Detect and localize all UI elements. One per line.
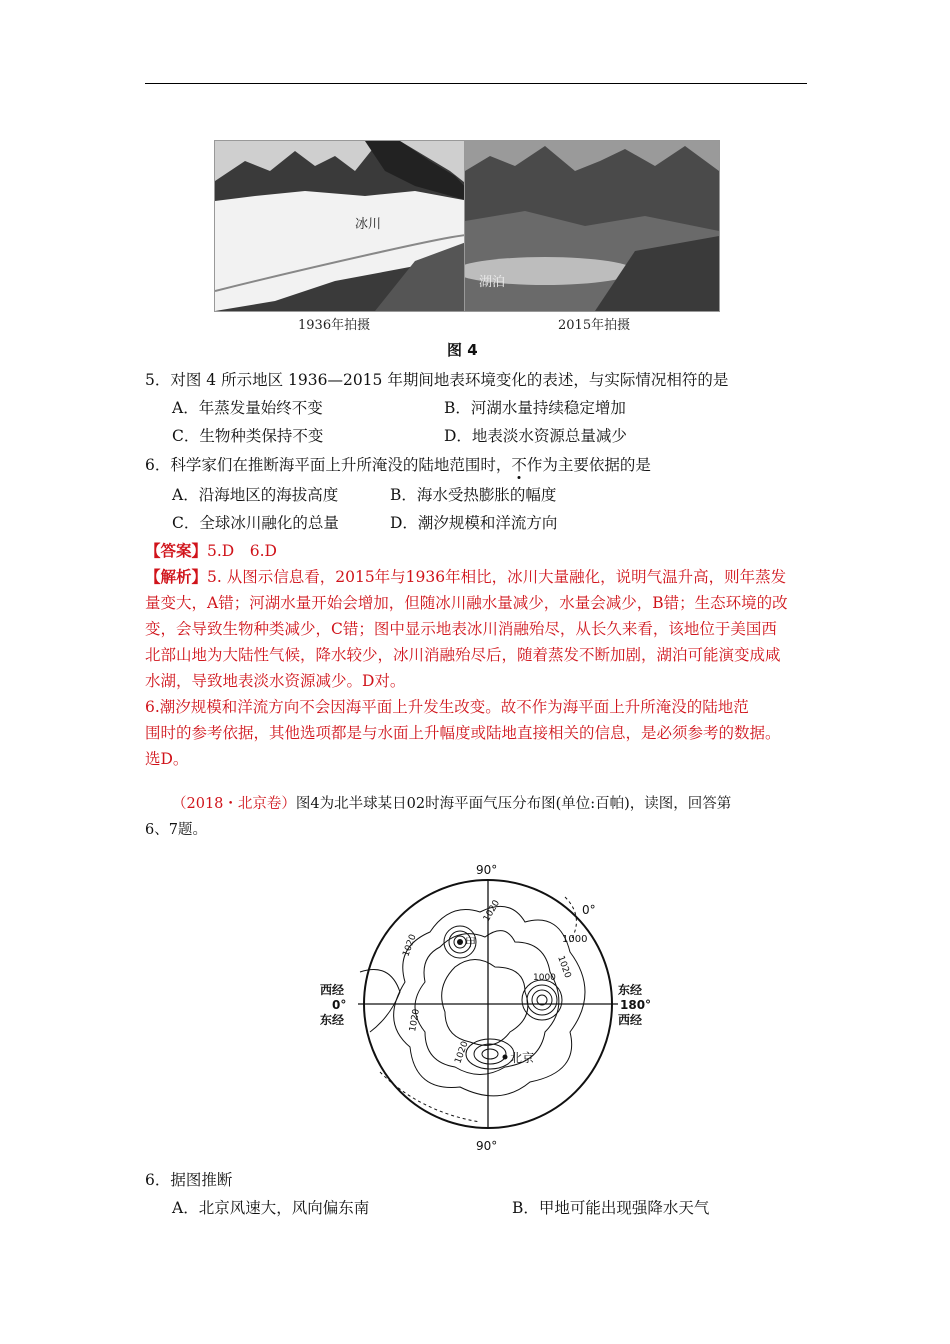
analysis-line-5: 水湖，导致地表淡水资源减少。D对。 bbox=[145, 672, 406, 690]
q6b-option-a: A．北京风速大，风向偏东南 bbox=[172, 1199, 370, 1217]
figure-title: 图 4 bbox=[447, 341, 478, 359]
label-top-90: 90° bbox=[476, 863, 498, 877]
label-right-mid: 180° bbox=[620, 998, 652, 1012]
label-jia: 甲 bbox=[465, 936, 476, 949]
analysis-text-1: 5. 从图示信息看，2015年与1936年相比，冰川大量融化，说明气温升高，则年蒸发 bbox=[207, 568, 787, 586]
isobar-1020-a: 1020 bbox=[481, 898, 503, 924]
pressure-map bbox=[300, 842, 660, 1162]
intro-text-1: 图4为北半球某日02时海平面气压分布图(单位:百帕)，读图，回答第 bbox=[295, 796, 732, 812]
label-right-bot: 西经 bbox=[618, 1013, 643, 1027]
analysis-line-2: 量变大，A错；河湖水量开始会增加，但随冰川融水量减少，水量会减少，B错；生态环境的改 bbox=[145, 594, 788, 612]
q6-stem-post: 作为主要依据的是 bbox=[526, 456, 651, 474]
label-zero: 0° bbox=[582, 903, 596, 917]
q5-option-c: C．生物种类保持不变 bbox=[172, 427, 324, 445]
glacier-photo-image bbox=[215, 141, 469, 311]
intro-line-2: 6、7题。 bbox=[145, 822, 207, 838]
isobar-1020-d: 1020 bbox=[408, 1008, 422, 1033]
caption-2015: 2015年拍摄 bbox=[558, 318, 631, 333]
photo-1936-glacier bbox=[214, 140, 470, 312]
q5-stem: 5．对图 4 所示地区 1936—2015 年期间地表环境变化的表述，与实际情况相符的是 bbox=[145, 371, 729, 389]
analysis-line-1 bbox=[145, 565, 786, 587]
analysis-line-7: 围时的参考依据，其他选项都是与水面上升幅度或陆地直接相关的信息，是必须参考的数据。 bbox=[145, 724, 781, 742]
isobar-1000-b: 1000 bbox=[533, 973, 556, 983]
header-rule bbox=[145, 83, 807, 84]
jia-point bbox=[457, 939, 463, 945]
answer-tag: 【答案】 bbox=[145, 541, 208, 560]
q5-option-b: B．河湖水量持续稳定增加 bbox=[444, 399, 626, 417]
caption-1936: 1936年拍摄 bbox=[298, 318, 371, 333]
isobar-1020-b: 1020 bbox=[401, 933, 419, 959]
analysis-tag: 【解析】 bbox=[145, 567, 208, 586]
analysis-line-3: 变，会导致生物种类减少，C错；图中显示地表冰川消融殆尽，从长久来看，该地位于美国西 bbox=[145, 620, 777, 638]
intro-source: （2018・北京卷） bbox=[172, 796, 296, 812]
q5-option-d: D．地表淡水资源总量减少 bbox=[444, 427, 627, 445]
answer-line bbox=[145, 539, 277, 561]
q6-option-c: C．全球冰川融化的总量 bbox=[172, 514, 339, 532]
lake-label: 湖泊 bbox=[479, 275, 506, 290]
analysis-line-4: 北部山地为大陆性气候，降水较少，冰川消融殆尽后，随着蒸发不断加剧，湖泊可能演变成咸 bbox=[145, 646, 781, 664]
isobar-1020-e: 1020 bbox=[453, 1040, 471, 1066]
q6-stem-pre: 6．科学家们在推断海平面上升所淹没的陆地范围时， bbox=[145, 456, 512, 474]
label-left-mid: 0° bbox=[332, 998, 347, 1012]
q6-option-b: B．海水受热膨胀的幅度 bbox=[390, 486, 557, 504]
glacier-label: 冰川 bbox=[355, 217, 382, 232]
label-bottom-90: 90° bbox=[476, 1139, 498, 1153]
answer-text: 5.D 6.D bbox=[207, 542, 277, 560]
analysis-line-6: 6.潮汐规模和洋流方向不会因海平面上升发生改变。故不作为海平面上升所淹没的陆地范 bbox=[145, 698, 749, 716]
q6b-stem: 6．据图推断 bbox=[145, 1171, 233, 1189]
label-right-top: 东经 bbox=[618, 983, 643, 997]
isobar-1020-c: 1020 bbox=[555, 954, 573, 980]
beijing-point bbox=[503, 1055, 508, 1060]
label-left-top: 西经 bbox=[320, 983, 345, 997]
q5-option-a: A．年蒸发量始终不变 bbox=[172, 399, 323, 417]
q6-option-d: D．潮汐规模和洋流方向 bbox=[390, 514, 558, 532]
isobar-1000-a: 1000 bbox=[562, 934, 588, 945]
analysis-line-8: 选D。 bbox=[145, 750, 189, 768]
label-left-bot: 东经 bbox=[320, 1013, 345, 1027]
intro-line-1 bbox=[172, 792, 731, 813]
label-beijing: 北京 bbox=[510, 1051, 535, 1065]
q6b-option-b: B．甲地可能出现强降水天气 bbox=[512, 1199, 710, 1217]
photo-2015-lake bbox=[464, 140, 720, 312]
q6-option-a: A．沿海地区的海拔高度 bbox=[172, 486, 339, 504]
q6-stem-emphasis: 不 bbox=[511, 456, 527, 474]
q6-stem bbox=[145, 453, 651, 475]
